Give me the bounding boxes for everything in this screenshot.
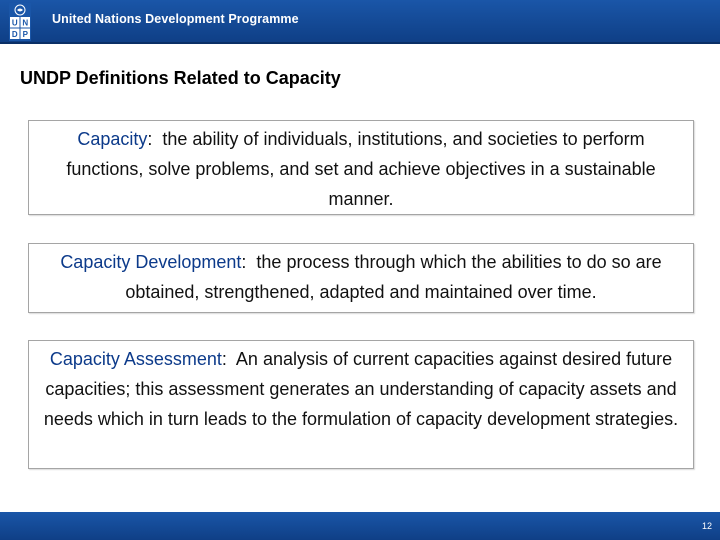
definition-text: An analysis of current capacities against desired future capacities; this assessment generates an understanding of capacity assets and needs which in turn leads to the formulation of capacity development strategies. bbox=[43, 349, 682, 429]
definition-box-capacity bbox=[28, 120, 694, 215]
definition-term: Capacity bbox=[77, 129, 148, 149]
definition-term: Capacity Development bbox=[60, 252, 242, 272]
page-title: UNDP Definitions Related to Capacity bbox=[20, 68, 341, 88]
definition-separator: : bbox=[221, 349, 227, 369]
definition-separator: : bbox=[241, 252, 247, 272]
definition-text: the ability of individuals, institutions, and societies to perform functions, solve problems, and set and achieve objectives in a sustainable manner. bbox=[66, 129, 661, 209]
org-name: United Nations Development Programme bbox=[52, 12, 299, 26]
definition-box-capacity-assessment bbox=[28, 340, 694, 469]
definition-separator: : bbox=[147, 129, 153, 149]
definition-text: the process through which the abilities to do so are obtained, strengthened, adapted and maintained over time. bbox=[125, 252, 667, 302]
svg-text:D: D bbox=[11, 30, 18, 39]
page-number: 12 bbox=[701, 521, 712, 531]
header-bar bbox=[0, 0, 720, 44]
svg-text:N: N bbox=[22, 18, 29, 28]
undp-logo-icon bbox=[9, 3, 31, 41]
svg-text:P: P bbox=[22, 30, 28, 39]
footer-bar bbox=[0, 512, 720, 540]
definition-term: Capacity Assessment bbox=[49, 349, 222, 369]
definition-box-capacity-development bbox=[28, 243, 694, 313]
svg-text:U: U bbox=[11, 18, 18, 28]
